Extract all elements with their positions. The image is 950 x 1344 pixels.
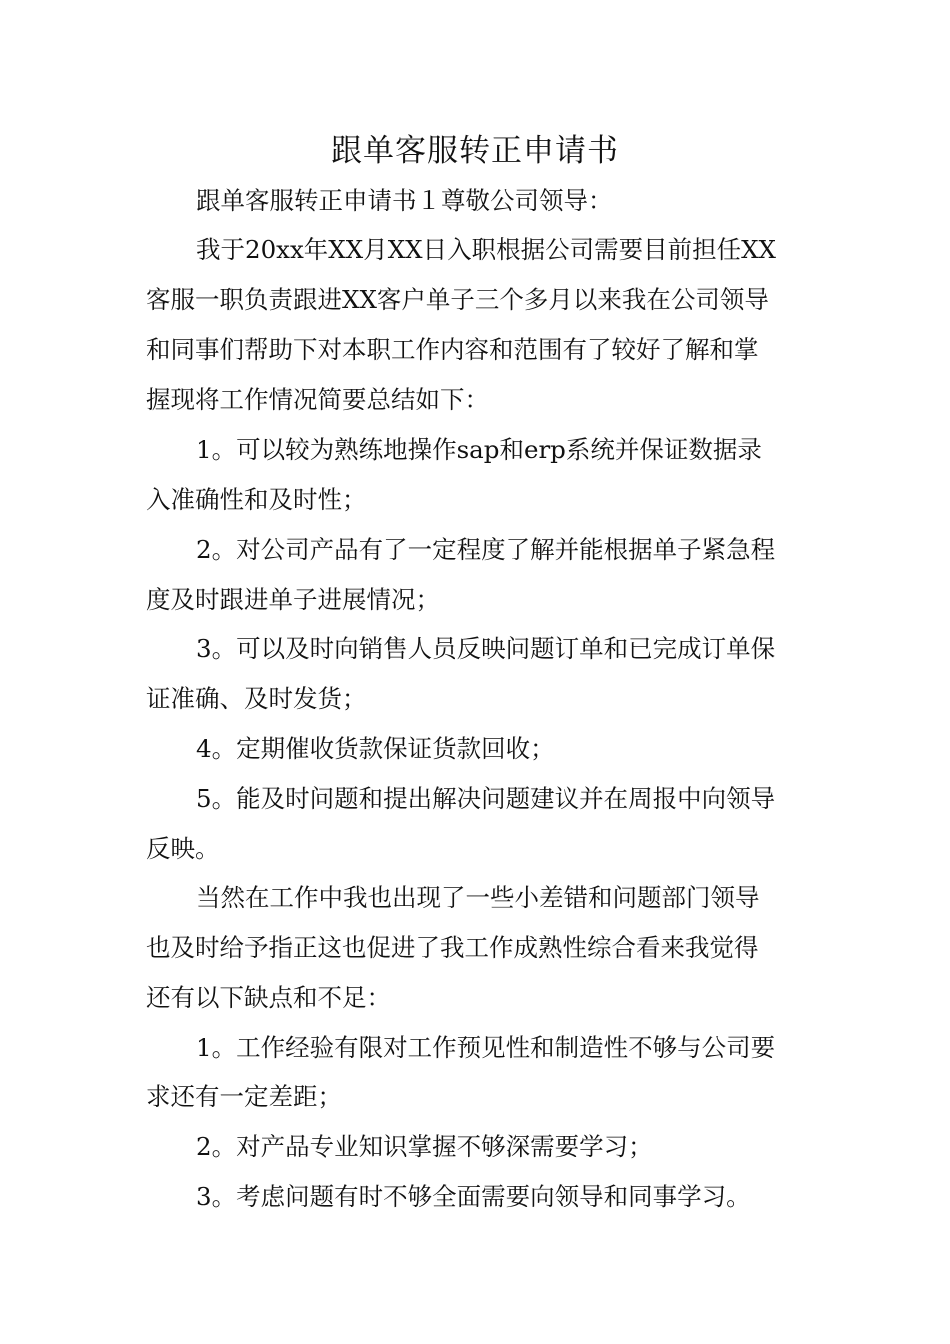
list-item-line: 2。对公司产品有了一定程度了解并能根据单子紧急程 [196, 535, 776, 564]
list-item-line: 3。考虑问题有时不够全面需要向领导和同事学习。 [196, 1182, 751, 1211]
body-line: 客服一职负责跟进XX客户单子三个多月以来我在公司领导 [146, 285, 769, 314]
greeting-line: 跟单客服转正申请书１尊敬公司领导： [196, 186, 613, 215]
list-item-line: 5。能及时问题和提出解决问题建议并在周报中向领导 [196, 784, 776, 813]
list-item-line: 度及时跟进单子进展情况； [146, 585, 440, 614]
list-item-line: 1。工作经验有限对工作预见性和制造性不够与公司要 [196, 1033, 776, 1062]
list-item-line: 证准确、及时发货； [146, 684, 367, 713]
list-item-line: 2。对产品专业知识掌握不够深需要学习； [196, 1132, 653, 1161]
body-line: 我于20xx年XX月XX日入职根据公司需要目前担任XX [196, 235, 776, 264]
body-line: 和同事们帮助下对本职工作内容和范围有了较好了解和掌 [146, 335, 759, 364]
list-item-line: 4。定期催收货款保证货款回收； [196, 734, 555, 763]
list-item-line: 反映。 [146, 834, 220, 863]
list-item-line: 求还有一定差距； [146, 1082, 342, 1111]
list-item-line: 3。可以及时向销售人员反映问题订单和已完成订单保 [196, 634, 776, 663]
document-title: 跟单客服转正申请书 [331, 133, 619, 169]
body-line: 也及时给予指正这也促进了我工作成熟性综合看来我觉得 [146, 933, 759, 962]
body-line: 握现将工作情况简要总结如下： [146, 385, 489, 414]
body-line: 当然在工作中我也出现了一些小差错和问题部门领导 [196, 883, 760, 912]
body-line: 还有以下缺点和不足： [146, 983, 391, 1012]
list-item-line: 入准确性和及时性； [146, 485, 367, 514]
list-item-line: 1。可以较为熟练地操作sap和erp系统并保证数据录 [196, 435, 762, 464]
